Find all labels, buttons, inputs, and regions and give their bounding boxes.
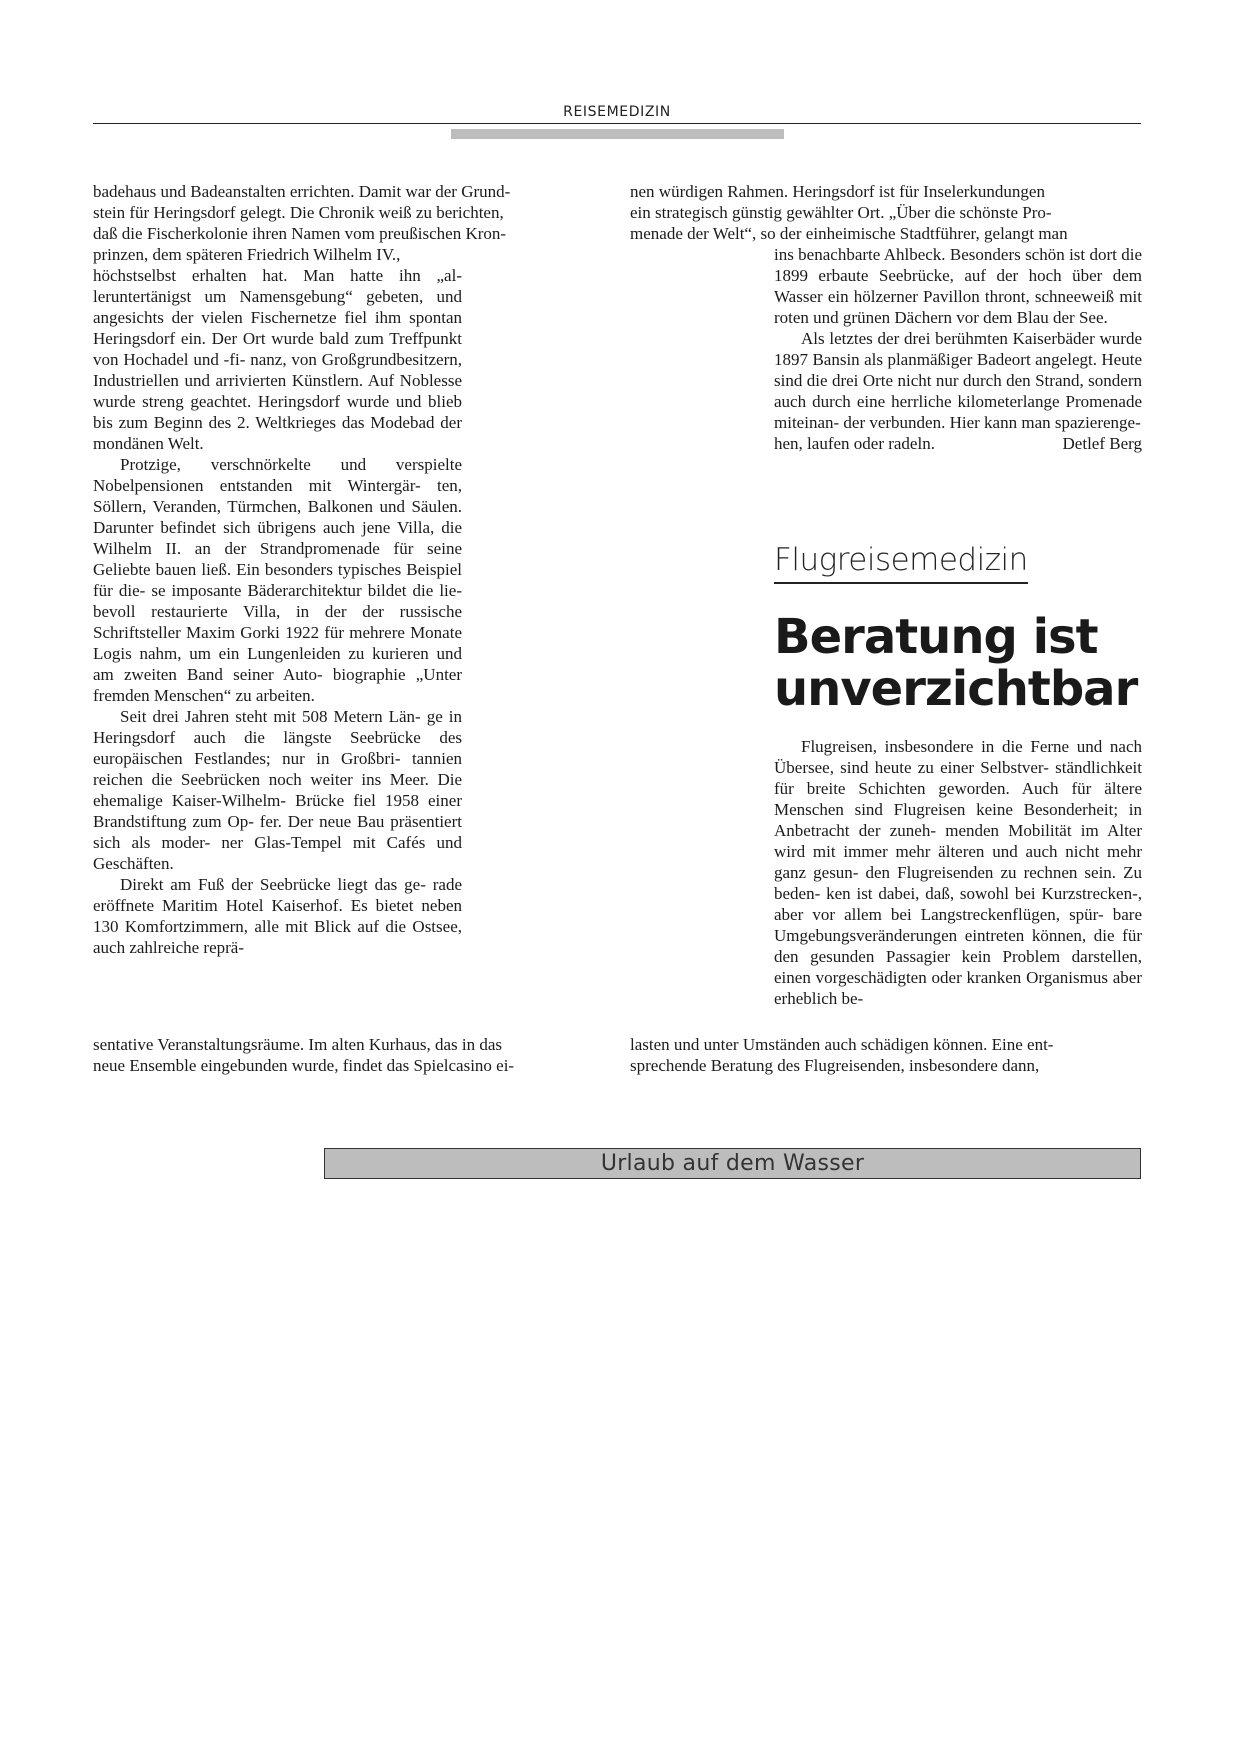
author-signature: Detlef Berg xyxy=(1062,434,1142,453)
paragraph: Als letztes der drei berühmten Kaiserbäder wurde 1897 Bansin als planmäßiger Badeort angelegt. Heute sind die drei Orte nicht nur durch den Strand, sondern auch durch eine herrliche kilometerlange Promenade miteinan- der verbunden. Hier kann man spazierenge- xyxy=(774,329,1142,432)
closing-line xyxy=(774,433,1142,454)
right-column-body xyxy=(774,244,1142,454)
article-kicker: Flugreisemedizin xyxy=(774,540,1028,584)
paragraph: Protzige, verschnörkelte und verspielte Nobelpensionen entstanden mit Wintergär- ten, Söllern, Veranden, Türmchen, Balkonen und Säulen. Darunter befindet sich übrigens auch jene Villa, die Wilhelm II. an der Strandpromenade für seine Geliebte bauen ließ. Ein besonders typisches Beispiel für die- se imposante Bäderarchitektur bildet die lie- bevoll restaurierte Villa, in der der russische Schriftsteller Maxim Gorki 1922 für mehrere Monate Logis nahm, um ein Lungenleiden zu kurieren und am zweiten Band seiner Auto- biographie „Unter fremden Menschen“ zu arbeiten. xyxy=(93,455,462,705)
paragraph: Flugreisen, insbesondere in die Ferne und nach Übersee, sind heute zu einer Selbstver- ständlichkeit für breite Schichten geworden. Auch für ältere Menschen sind Flugreisen keine Besonderheit; in Anbetracht der zuneh- menden Mobilität im Alter wird mit immer mehr älteren und auch nicht mehr ganz gesun- den Flugreisenden zu rechnen sein. Zu beden- ken ist dabei, daß, sowohl bei Kurzstrecken-, aber vor allem bei Langstreckenflügen, spür- bare Umgebungsveränderungen eintreten können, die für den gesunden Passagier kein Problem darstellen, einen vorgeschädigten oder kranken Organismus aber erheblich be- xyxy=(774,737,1142,1008)
paragraph: ins benachbarte Ahlbeck. Besonders schön ist dort die 1899 erbaute Seebrücke, auf der hoch über dem Wasser ein hölzerner Pavillon thront, schneeweiß mit roten und grünen Dächern vor dem Blau der See. xyxy=(774,245,1142,327)
section-title: REISEMEDIZIN xyxy=(563,104,671,120)
section-banner: Urlaub auf dem Wasser xyxy=(324,1148,1141,1179)
article-body xyxy=(774,736,1142,1009)
right-column-top xyxy=(630,181,1142,244)
headline-line: Beratung ist xyxy=(774,609,1098,665)
text-line: prinzen, dem späteren Friedrich Wilhelm IV., xyxy=(93,245,401,264)
header-bar xyxy=(451,129,784,139)
text-line: stein für Heringsdorf gelegt. Die Chronik weiß zu berichten, xyxy=(93,203,504,222)
text-line: ein strategisch günstig gewählter Ort. „Über die schönste Pro- xyxy=(630,203,1052,222)
right-column-bottom xyxy=(630,1034,1142,1076)
left-column-bottom xyxy=(93,1034,603,1076)
text-line: nen würdigen Rahmen. Heringsdorf ist für Inselerkundungen xyxy=(630,182,1045,201)
paragraph: Direkt am Fuß der Seebrücke liegt das ge- rade eröffnete Maritim Hotel Kaiserhof. Es bietet neben 130 Komfortzimmern, alle mit Blick auf die Ostsee, auch zahlreiche reprä- xyxy=(93,875,462,957)
headline-line: unverzichtbar xyxy=(774,661,1138,717)
paragraph: Seit drei Jahren steht mit 508 Metern Län- ge in Heringsdorf auch die längste Seebrücke des europäischen Festlandes; nur in Großbri- tannien reichen die Seebrücken noch weiter ins Meer. Die ehemalige Kaiser-Wilhelm- Brücke fiel 1958 einer Brandstiftung zum Op- fer. Der neue Bau präsentiert sich als moder- ner Glas-Tempel mit Cafés und Geschäften. xyxy=(93,707,462,873)
article-headline xyxy=(774,611,1154,715)
closing-text: hen, laufen oder radeln. xyxy=(774,434,935,453)
text-line: neue Ensemble eingebunden wurde, findet das Spielcasino ei- xyxy=(93,1056,515,1075)
text-line: lasten und unter Umständen auch schädigen können. Eine ent- xyxy=(630,1035,1054,1054)
text-line: sentative Veranstaltungsräume. Im alten Kurhaus, das in das xyxy=(93,1035,502,1054)
text-line: daß die Fischerkolonie ihren Namen vom preußischen Kron- xyxy=(93,224,507,243)
paragraph: höchstselbst erhalten hat. Man hatte ihn „al- leruntertänigst um Namensgebung“ gebeten, und angesichts der vielen Fischernetze fiel ihm spontan Heringsdorf ein. Der Ort wurde bald zum Treffpunkt von Hochadel und -fi- nanz, von Großgrundbesitzern, Industriellen und arrivierten Künstlern. Auf Noblesse wurde streng geachtet. Heringsdorf wurde und blieb bis zum Beginn des 2. Weltkrieges das Modebad der mondänen Welt. xyxy=(93,266,462,453)
header-rule xyxy=(93,123,1141,124)
left-column-body xyxy=(93,265,462,958)
text-line: menade der Welt“, so der einheimische Stadtführer, gelangt man xyxy=(630,224,1068,243)
text-line: sprechende Beratung des Flugreisenden, insbesondere dann, xyxy=(630,1056,1040,1075)
text-line: badehaus und Badeanstalten errichten. Damit war der Grund- xyxy=(93,182,511,201)
left-column-top xyxy=(93,181,603,265)
